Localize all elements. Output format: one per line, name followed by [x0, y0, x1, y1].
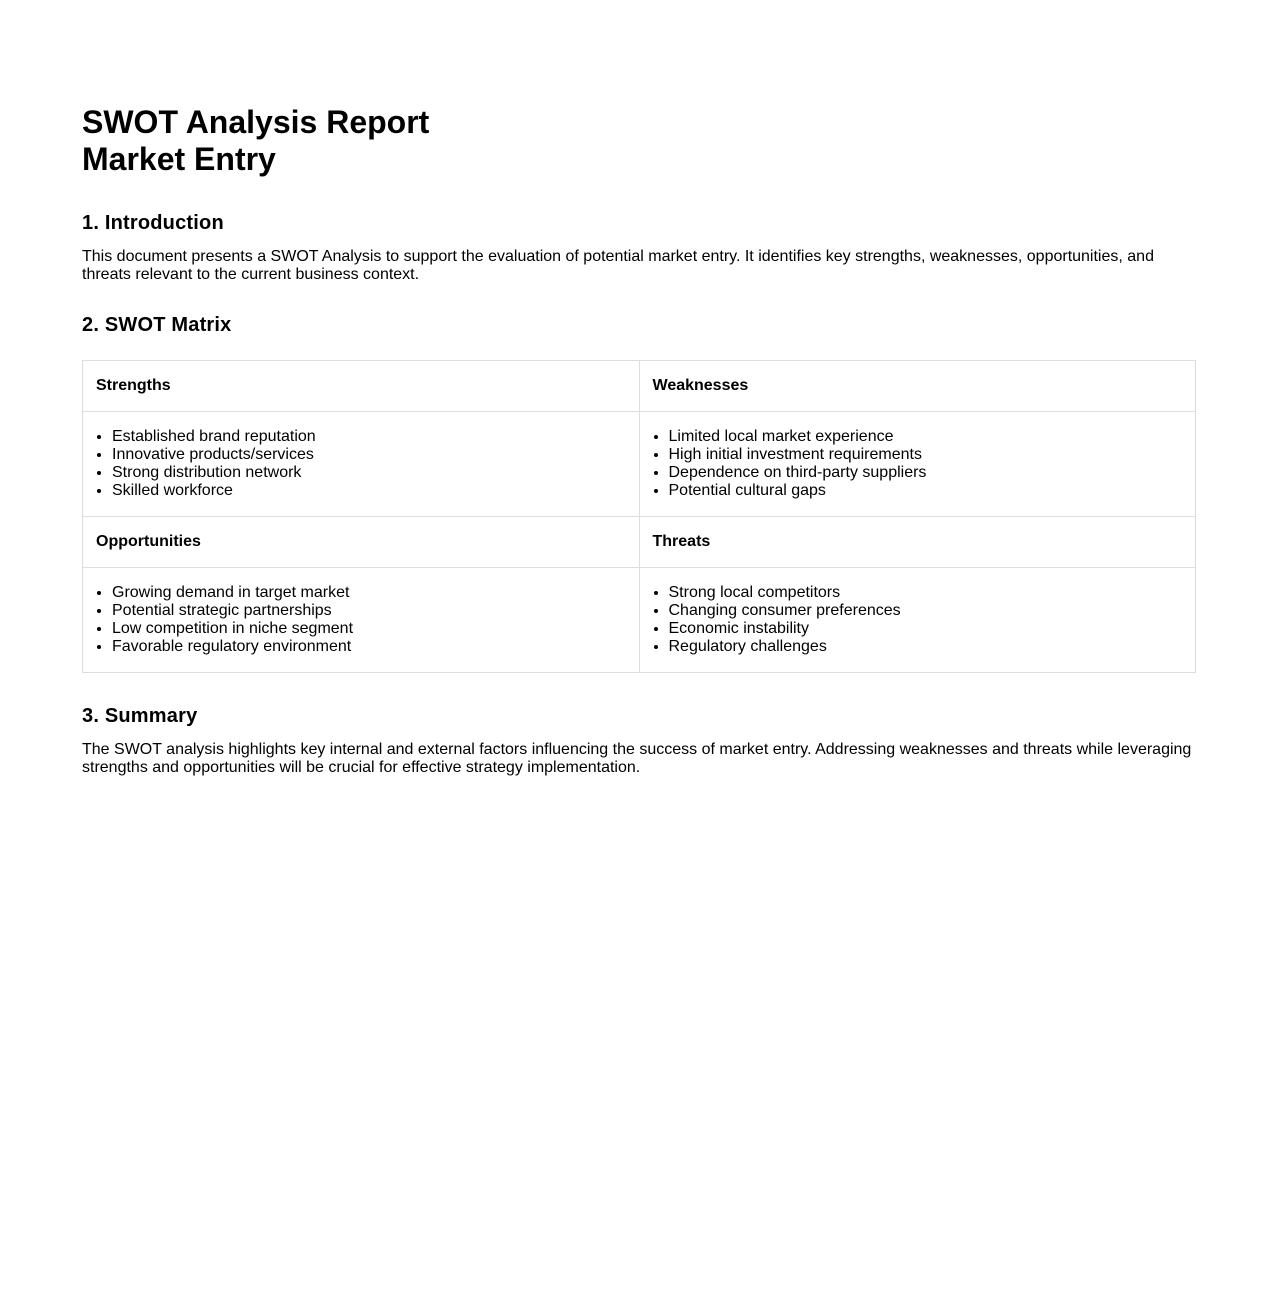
swot-matrix-heading: 2. SWOT Matrix [82, 314, 232, 336]
opportunities-list [96, 584, 626, 656]
threats-cell [639, 568, 1196, 673]
list-item: • High initial investment requirements [669, 446, 1183, 464]
weaknesses-header: Weaknesses [639, 361, 1196, 412]
list-item: • Potential cultural gaps [669, 482, 1183, 500]
introduction-heading: 1. Introduction [82, 212, 224, 234]
title-line-2: Market Entry [82, 141, 276, 177]
opportunities-cell [83, 568, 640, 673]
weaknesses-list [653, 428, 1183, 500]
list-item: • Strong local competitors [669, 584, 1183, 602]
list-item: • Innovative products/services [112, 446, 626, 464]
strengths-header: Strengths [83, 361, 640, 412]
list-item: • Limited local market experience [669, 428, 1183, 446]
document-content [82, 104, 1196, 777]
list-item: • Changing consumer preferences [669, 602, 1183, 620]
threats-list [653, 584, 1183, 656]
list-item: • Established brand reputation [112, 428, 626, 446]
opportunities-header: Opportunities [83, 517, 640, 568]
list-item: • Regulatory challenges [669, 638, 1183, 656]
weaknesses-cell [639, 412, 1196, 517]
summary-text: The SWOT analysis highlights key internal and external factors influencing the success of market entry. Addressing weaknesses and threats while leveraging strengths and opportunities will be crucial for effective strategy implementation. [82, 741, 1192, 776]
title-line-1: SWOT Analysis Report [82, 104, 430, 140]
swot-matrix-table [82, 360, 1196, 673]
list-item: • Economic instability [669, 620, 1183, 638]
introduction-text: This document presents a SWOT Analysis to support the evaluation of potential market entry. It identifies key strengths, weaknesses, opportunities, and threats relevant to the current business context. [82, 248, 1154, 283]
report-title [82, 104, 1196, 178]
list-item: • Skilled workforce [112, 482, 626, 500]
list-item: • Growing demand in target market [112, 584, 626, 602]
list-item: • Dependence on third-party suppliers [669, 464, 1183, 482]
summary-heading: 3. Summary [82, 705, 198, 727]
strengths-list [96, 428, 626, 500]
list-item: • Potential strategic partnerships [112, 602, 626, 620]
strengths-cell [83, 412, 640, 517]
list-item: • Low competition in niche segment [112, 620, 626, 638]
threats-header: Threats [639, 517, 1196, 568]
list-item: • Favorable regulatory environment [112, 638, 626, 656]
list-item: • Strong distribution network [112, 464, 626, 482]
